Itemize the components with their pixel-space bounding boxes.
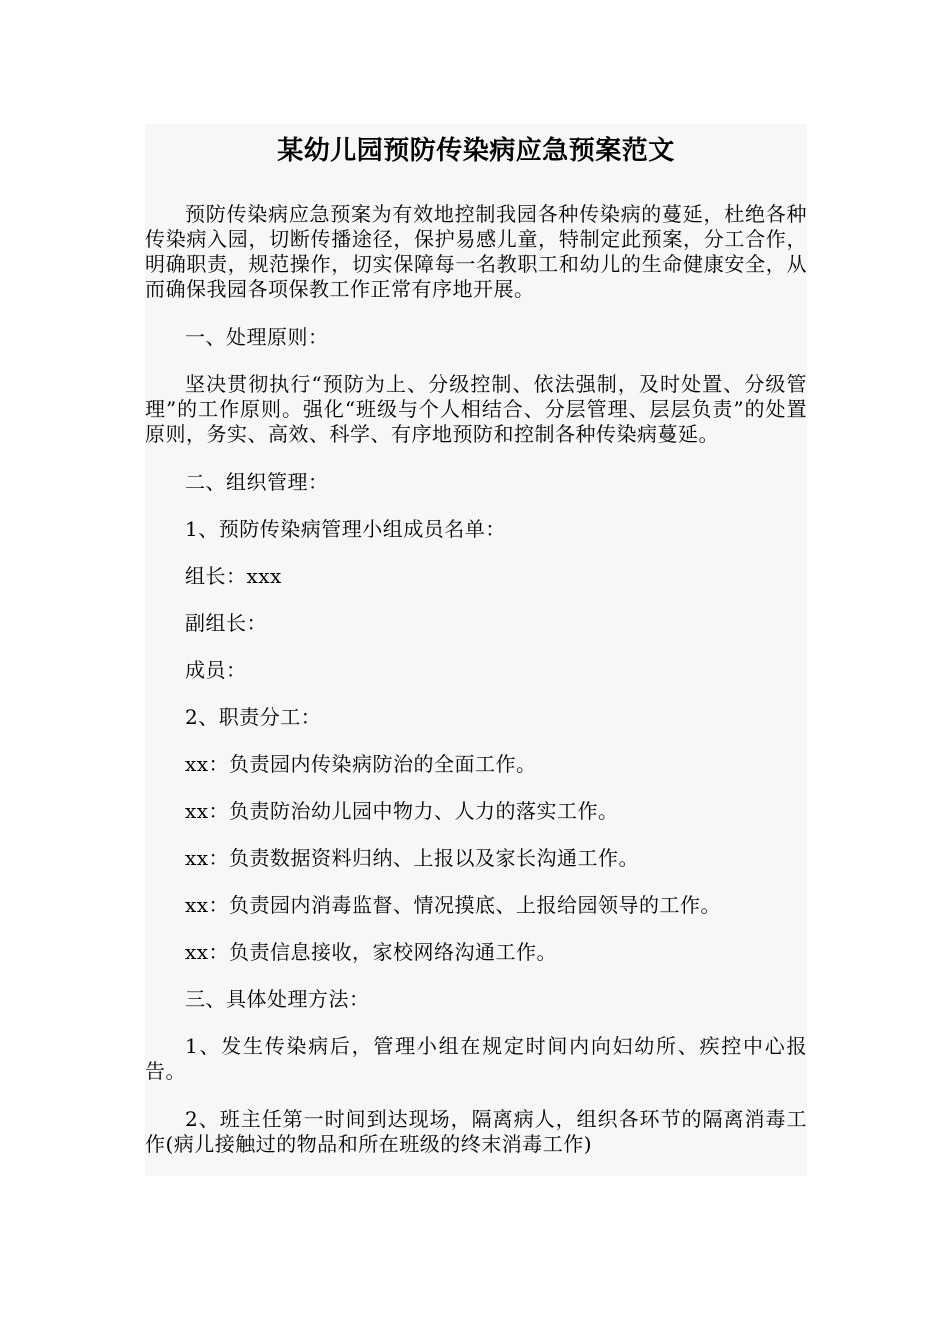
document-page	[145, 124, 807, 1176]
intro-paragraph: 预防传染病应急预案为有效地控制我园各种传染病的蔓延，杜绝各种传染病入园，切断传播途径，保护易感儿童，特制定此预案，分工合作，明确职责，规范操作，切实保障每一名教职工和幼儿的生命健康安全，从而确保我园各项保教工作正常有序地开展。	[145, 202, 807, 301]
deputy-leader-line: 副组长：	[185, 611, 267, 635]
members-line: 成员：	[185, 658, 247, 682]
section-heading-organization: 二、组织管理：	[185, 470, 329, 494]
document-body	[145, 202, 807, 1157]
section-heading-methods: 三、具体处理方法：	[185, 987, 370, 1011]
duty-item: xx：负责园内传染病防治的全面工作。	[185, 752, 537, 776]
duty-item: xx：负责园内消毒监督、情况摸底、上报给园领导的工作。	[185, 893, 722, 917]
duty-item: xx：负责数据资料归纳、上报以及家长沟通工作。	[185, 846, 640, 870]
section-heading-principles: 一、处理原则：	[185, 325, 329, 349]
method-paragraph-1: 1、发生传染病后，管理小组在规定时间内向妇幼所、疾控中心报告。	[145, 1034, 807, 1083]
duty-item: xx：负责防治幼儿园中物力、人力的落实工作。	[185, 799, 619, 823]
subsection-member-list: 1、预防传染病管理小组成员名单：	[185, 517, 506, 541]
duty-item: xx：负责信息接收，家校网络沟通工作。	[185, 940, 558, 964]
principles-paragraph: 坚决贯彻执行“预防为上、分级控制、依法强制，及时处置、分级管理”的工作原则。强化“班级与个人相结合、分层管理、层层负责”的处置原则，务实、高效、科学、有序地预防和控制各种传染病蔓延。	[145, 372, 807, 446]
document-title: 某幼儿园预防传染病应急预案范文	[277, 136, 675, 166]
leader-line: 组长：xxx	[185, 564, 282, 588]
method-paragraph-2: 2、班主任第一时间到达现场，隔离病人，组织各环节的隔离消毒工作(病儿接触过的物品和所在班级的终末消毒工作)	[145, 1107, 807, 1156]
subsection-duties: 2、职责分工：	[185, 705, 322, 729]
